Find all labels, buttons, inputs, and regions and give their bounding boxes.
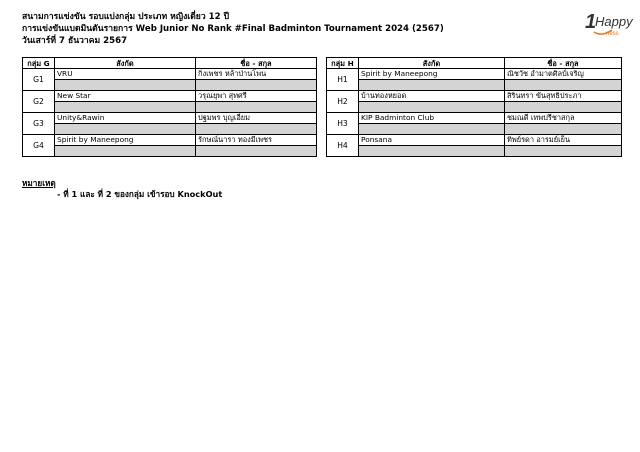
player-name-cell: กิ่งเพชร หล้าป่านโพน (196, 69, 317, 80)
group-row-empty (327, 146, 622, 157)
group-row (327, 69, 622, 80)
club-cell: Ponsana (359, 135, 505, 146)
group-row-empty (327, 102, 622, 113)
club-cell: บ้านทองหยอด (359, 91, 505, 102)
empty-club-cell (55, 102, 196, 113)
col-group-header: กลุ่ม G (23, 58, 55, 69)
group-id: G3 (23, 113, 55, 135)
group-row (327, 135, 622, 146)
empty-club-cell (359, 102, 505, 113)
group-row-empty (23, 80, 317, 91)
col-name-header: ชื่อ - สกุล (505, 58, 622, 69)
empty-name-cell (505, 102, 622, 113)
col-name-header: ชื่อ - สกุล (196, 58, 317, 69)
group-row-empty (23, 124, 317, 135)
group-table-h (326, 57, 622, 157)
group-id: H3 (327, 113, 359, 135)
player-name-cell: ชมณดี เทพปรีชาสกุล (505, 113, 622, 124)
group-id: G4 (23, 135, 55, 157)
group-id: G2 (23, 91, 55, 113)
group-row (327, 91, 622, 102)
club-cell: Spirit by Maneepong (359, 69, 505, 80)
group-row (23, 91, 317, 102)
happyness-logo (584, 6, 633, 42)
club-cell: New Star (55, 91, 196, 102)
player-name-cell: ปฐมพร บุญเอี่ยม (196, 113, 317, 124)
empty-club-cell (55, 124, 196, 135)
group-id: G1 (23, 69, 55, 91)
group-row (23, 135, 317, 146)
club-cell: Unity&Rawin (55, 113, 196, 124)
group-row (327, 113, 622, 124)
club-cell: VRU (55, 69, 196, 80)
logo-sub: ness (606, 31, 619, 37)
empty-club-cell (359, 124, 505, 135)
empty-club-cell (55, 80, 196, 91)
player-name-cell: สิรินทรา ขันสุทธิประภา (505, 91, 622, 102)
empty-club-cell (359, 80, 505, 91)
col-club-header: สังกัด (55, 58, 196, 69)
logo-number: 1 (585, 11, 597, 33)
header-line-1: สนามการแข่งขัน รอบแบ่งกลุ่ม ประเภท หญิงเดี่ยว 12 ปี (22, 12, 230, 22)
empty-club-cell (55, 146, 196, 157)
group-id: H4 (327, 135, 359, 157)
empty-name-cell (196, 80, 317, 91)
club-cell: Spirit by Maneepong (55, 135, 196, 146)
group-table-g (22, 57, 317, 157)
player-name-cell: ณิชวัช อำมาตศิลป์เจริญ (505, 69, 622, 80)
logo-word: Happy (595, 14, 633, 29)
note-title: หมายเหตุ (22, 178, 56, 188)
empty-name-cell (196, 102, 317, 113)
header-line-3: วันเสาร์ที่ 7 ธันวาคม 2567 (22, 36, 128, 46)
player-name-cell: ทิพย์รดา อารมย์เย็น (505, 135, 622, 146)
empty-club-cell (359, 146, 505, 157)
col-club-header: สังกัด (359, 58, 505, 69)
group-id: H1 (327, 69, 359, 91)
player-name-cell: วรุณยุพา สุทศรี (196, 91, 317, 102)
group-row-empty (23, 146, 317, 157)
group-id: H2 (327, 91, 359, 113)
col-group-header: กลุ่ม H (327, 58, 359, 69)
note-line: - ที่ 1 และ ที่ 2 ของกลุ่ม เข้ารอบ KnockOut (57, 189, 223, 199)
empty-name-cell (196, 146, 317, 157)
empty-name-cell (196, 124, 317, 135)
group-row-empty (327, 124, 622, 135)
group-row (23, 113, 317, 124)
empty-name-cell (505, 124, 622, 135)
header-line-2: การแข่งขันแบดมินตันรายการ Web Junior No Rank #Final Badminton Tournament 2024 (2567) (22, 24, 444, 34)
group-row (23, 69, 317, 80)
group-row-empty (327, 80, 622, 91)
empty-name-cell (505, 80, 622, 91)
player-name-cell: รักษณ์นารา ทองมีเพชร (196, 135, 317, 146)
empty-name-cell (505, 146, 622, 157)
club-cell: KIP Badminton Club (359, 113, 505, 124)
group-row-empty (23, 102, 317, 113)
